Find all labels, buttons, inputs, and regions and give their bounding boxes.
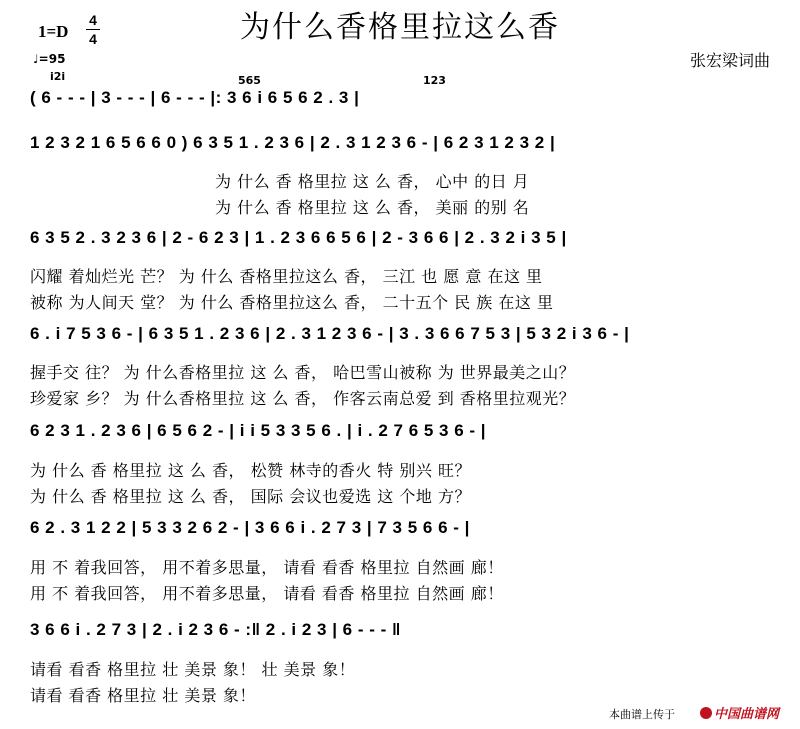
lyric-line-4a: 握手交 往？ 为 什么香格里拉 这 么 香， 哈巴雪山被称 为 世界最美之山？ [30,363,576,382]
upload-note: 本曲谱上传于 [609,708,675,721]
notation-line-5: 6 2 3 1 . 2 3 6 | 6 5 6 2 - | i i 5 3 3 5 6 . | i . 2 7 6 5 3 6 - | [30,421,487,440]
lyric-line-7b: 请看 看香 格里拉 壮 美景 象！ [30,686,256,705]
song-title: 为什么香格里拉这么香 [240,10,560,45]
grace-notes-1: i2i [50,70,66,83]
notation-line-7: 3 6 6 i . 2 7 3 | 2 . i 2 3 6 - :‖ 2 . i 2 3 | 6 - - - ‖ [30,620,401,639]
notation-line-4: 6 . i 7 5 3 6 - | 6 3 5 1 . 2 3 6 | 2 . 3 1 2 3 6 - | 3 . 3 6 6 7 5 3 | 5 3 2 i 3 6 - | [30,324,630,343]
site-name: 中国曲谱网 [714,706,780,721]
meter-top: 4 [89,12,97,28]
lyric-line-2b: 为 什么 香 格里拉 这 么 香， 美丽 的别 名 [215,198,530,217]
lyric-line-3b: 被称 为人间天 堂？ 为 什么 香格里拉这么 香， 二十五个 民 族 在这 里 [30,293,554,312]
notation-line-3: 6 3 5 2 . 3 2 3 6 | 2 - 6 2 3 | 1 . 2 3 6 6 5 6 | 2 - 3 6 6 | 2 . 3 2 i 3 5 | [30,228,567,247]
lyric-line-5b: 为 什么 香 格里拉 这 么 香， 国际 会议也爱选 这 个地 方？ [30,487,471,506]
notation-line-1: ( 6 - - - | 3 - - - | 6 - - - |: 3 6 i 6 5 6 2 . 3 | [30,88,360,107]
key-signature: 1=D [38,22,69,41]
time-signature [86,12,100,47]
grace-notes-3: 123 [423,74,446,87]
composer-credit: 张宏梁词曲 [689,51,770,70]
lyric-line-6b: 用 不 着我回答， 用不着多思量， 请看 看香 格里拉 自然画 廊！ [30,584,504,603]
tempo-marking: ♩=95 [33,52,66,66]
lyric-line-2a: 为 什么 香 格里拉 这 么 香， 心中 的日 月 [215,172,530,191]
lyric-line-5a: 为 什么 香 格里拉 这 么 香， 松赞 林寺的香火 特 别兴 旺？ [30,461,471,480]
lyric-line-6a: 用 不 着我回答， 用不着多思量， 请看 看香 格里拉 自然画 廊！ [30,558,504,577]
lyric-line-4b: 珍爱家 乡？ 为 什么香格里拉 这 么 香， 作客云南总爱 到 香格里拉观光？ [30,389,576,408]
lyric-line-7a: 请看 看香 格里拉 壮 美景 象！ 壮 美景 象！ [30,660,356,679]
logo-icon [700,707,712,719]
lyric-line-3a: 闪耀 着灿烂光 芒？ 为 什么 香格里拉这么 香， 三江 也 愿 意 在这 里 [30,267,543,286]
notation-line-6: 6 2 . 3 1 2 2 | 5 3 3 2 6 2 - | 3 6 6 i . 2 7 3 | 7 3 5 6 6 - | [30,518,470,537]
meter-bottom: 4 [89,31,97,47]
grace-notes-2: 565 [238,74,261,87]
site-logo[interactable] [700,703,779,722]
notation-line-2: 1 2 3 2 1 6 5 6 6 0 ) 6 3 5 1 . 2 3 6 | 2 . 3 1 2 3 6 - | 6 2 3 1 2 3 2 | [30,133,556,152]
meter-bar [86,29,100,30]
